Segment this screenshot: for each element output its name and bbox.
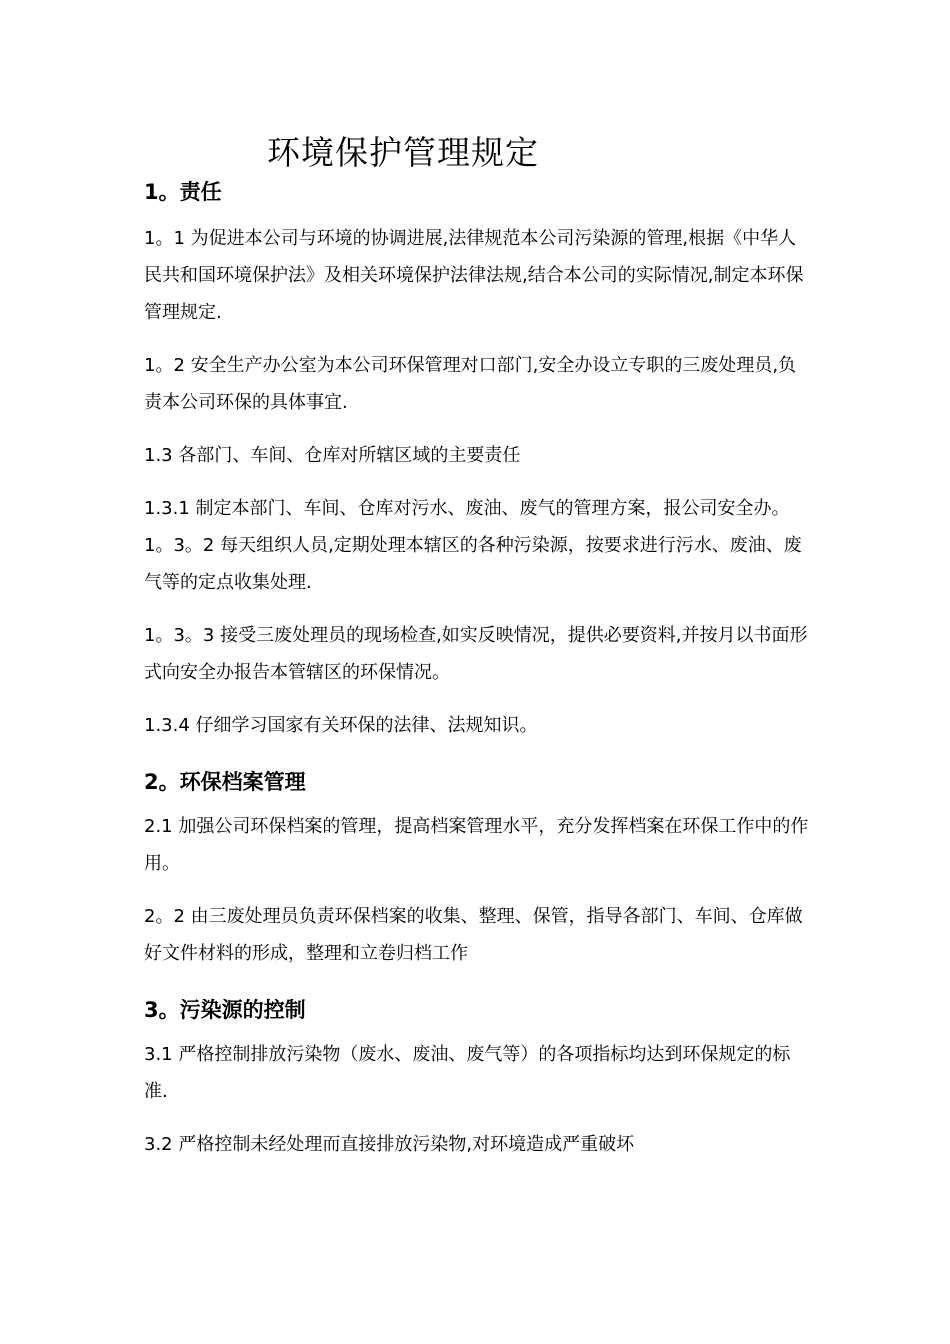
paragraph-3-2: 3.2 严格控制未经处理而直接排放污染物,对环境造成严重破坏 [144, 1134, 635, 1155]
document-title: 环境保护管理规定 [267, 133, 539, 172]
paragraph-1-1: 1。1 为促进本公司与环境的协调进展,法律规范本公司污染源的管理,根据《中华人民共和国环境保护法》及相关环境保护法律法规,结合本公司的实际情况,制定本环保管理规定. [144, 228, 804, 323]
section-heading-responsibility: 1。责任 [144, 180, 222, 204]
paragraph-1-3-1: 1.3.1 制定本部门、车间、仓库对污水、废油、废气的管理方案，报公司安全办。1。3。2 每天组织人员,定期处理本辖区的各种污染源，按要求进行污水、废油、废气等的定点收集处理. [144, 498, 802, 593]
paragraph-1-3-3: 1。3。3 接受三废处理员的现场检查,如实反映情况，提供必要资料,并按月以书面形式向安全办报告本管辖区的环保情况。 [144, 625, 808, 683]
paragraph-2-1: 2.1 加强公司环保档案的管理，提高档案管理水平，充分发挥档案在环保工作中的作用。 [144, 816, 809, 874]
section-heading-pollution-control: 3。污染源的控制 [144, 998, 306, 1022]
paragraph-2-2: 2。2 由三废处理员负责环保档案的收集、整理、保管，指导各部门、车间、仓库做好文件材料的形成，整理和立卷归档工作 [144, 906, 803, 964]
paragraph-3-1: 3.1 严格控制排放污染物（废水、废油、废气等）的各项指标均达到环保规定的标准. [144, 1044, 791, 1102]
document-body [144, 174, 814, 1163]
paragraph-1-3: 1.3 各部门、车间、仓库对所辖区域的主要责任 [144, 445, 521, 466]
section-heading-archive-management: 2。环保档案管理 [144, 770, 306, 794]
paragraph-1-3-4: 1.3.4 仔细学习国家有关环保的法律、法规知识。 [144, 715, 538, 736]
paragraph-1-2: 1。2 安全生产办公室为本公司环保管理对口部门,安全办设立专职的三废处理员,负责本公司环保的具体事宜. [144, 355, 797, 413]
